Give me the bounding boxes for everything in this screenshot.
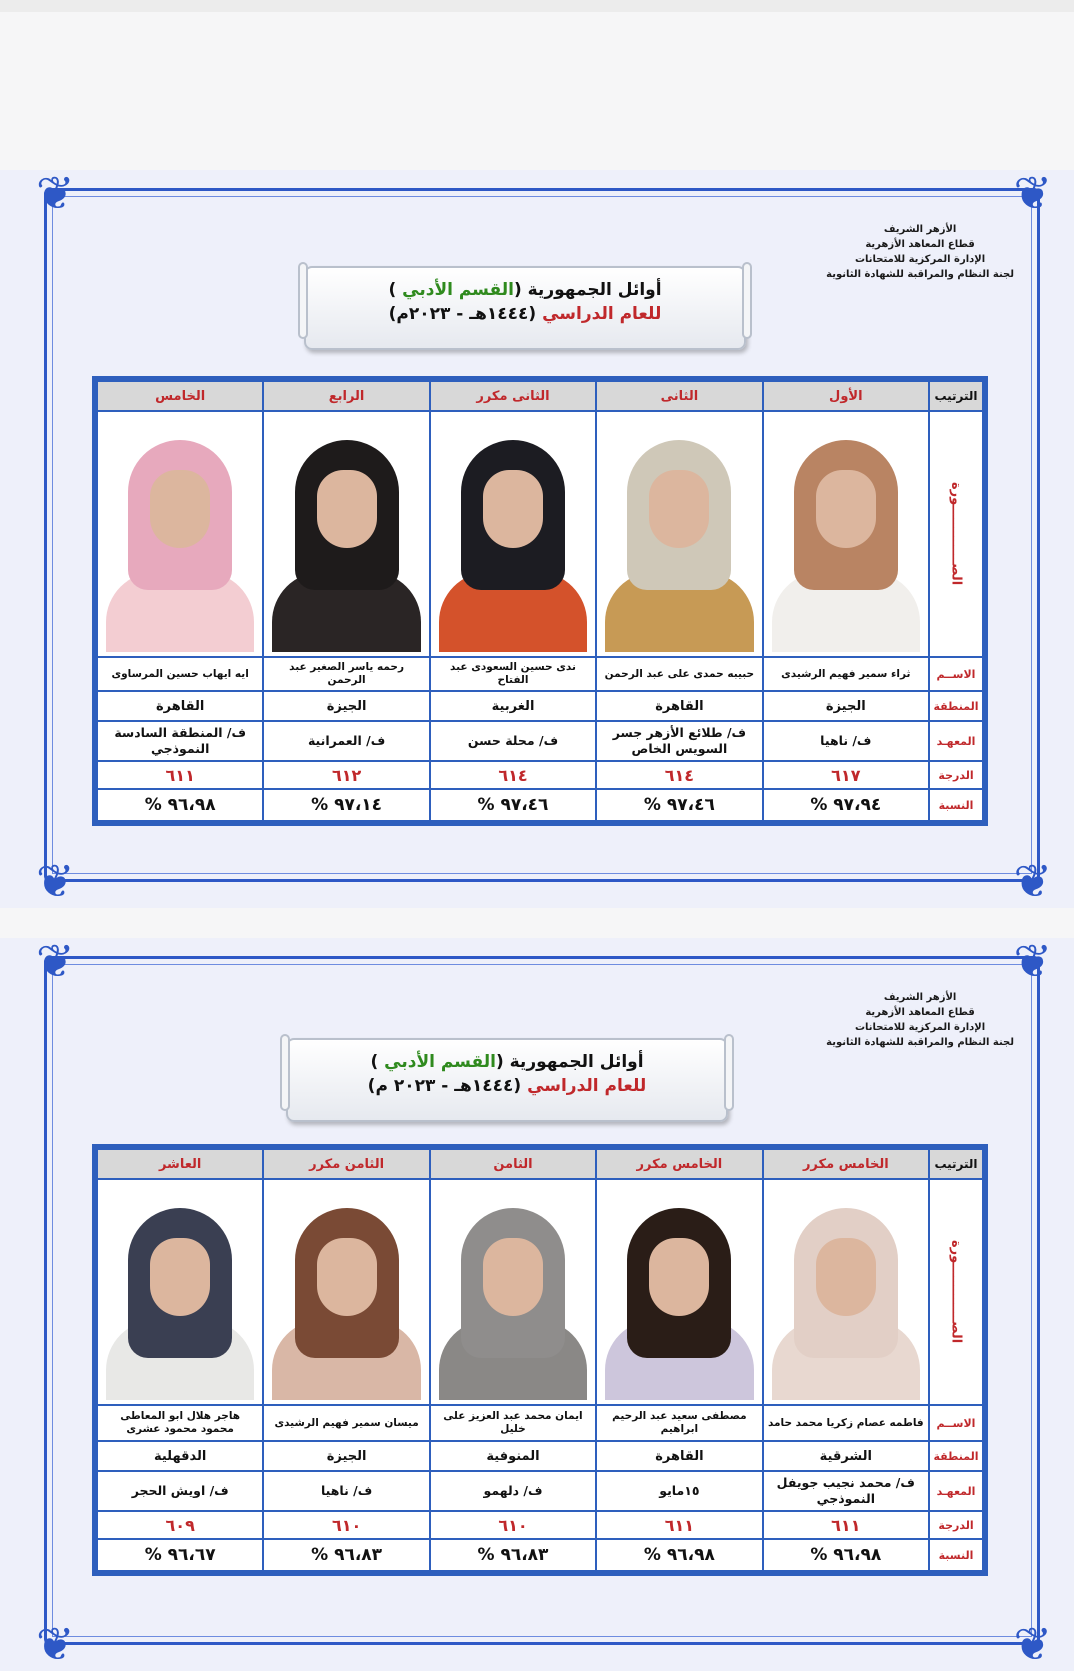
- student-grade: ٦١١: [597, 1512, 761, 1538]
- student-photo: [264, 412, 428, 656]
- student-institute: ف/ طلائع الأزهر جسر السويس الخاص: [597, 722, 761, 760]
- student-grade: ٦١١: [98, 762, 262, 788]
- page-gap: [0, 12, 1074, 170]
- academic-year: [288, 1076, 726, 1096]
- scroll-curl: [742, 262, 752, 339]
- student-name: فاطمه عصام زكريا محمد حامد: [764, 1406, 928, 1440]
- student-name: هاجر هلال ابو المعاطى محمود محمود عشرى: [98, 1406, 262, 1440]
- academic-year: [306, 304, 744, 324]
- student-institute: ف/ ناهيا: [264, 1472, 428, 1510]
- rank-cell: الخامس مكرر: [597, 1150, 761, 1178]
- portrait-face: [317, 1238, 377, 1316]
- rank-cell: الثامن: [431, 1150, 595, 1178]
- percent-label: النسبة: [930, 1540, 982, 1570]
- student-region: القاهرة: [597, 692, 761, 720]
- student-region: الغربية: [431, 692, 595, 720]
- corner-ornament-icon: ❦: [1013, 1617, 1052, 1671]
- title-prefix: أوائل الجمهورية (: [495, 1052, 644, 1072]
- grade-label: الدرجة: [930, 1512, 982, 1538]
- student-photo: [764, 412, 928, 656]
- student-percent: % ٩٧،٩٤: [764, 790, 928, 820]
- year-label: للعام الدراسي: [542, 304, 662, 324]
- student-institute: ف/ المنطقة السادسة النموذجي: [98, 722, 262, 760]
- portrait-face: [649, 1238, 709, 1316]
- portrait-face: [483, 470, 543, 548]
- rank-cell: العاشر: [98, 1150, 262, 1178]
- institute-label: المعهـد: [930, 1472, 982, 1510]
- rank-label: الترتيب: [930, 382, 982, 410]
- student-percent: % ٩٦،٩٨: [98, 790, 262, 820]
- institute-label: المعهـد: [930, 722, 982, 760]
- student-photo: [264, 1180, 428, 1404]
- rank-cell: الخامس مكرر: [764, 1150, 928, 1178]
- student-grade: ٦١٠: [264, 1512, 428, 1538]
- student-percent: % ٩٦،٦٧: [98, 1540, 262, 1570]
- percent-row: [97, 789, 983, 821]
- student-region: المنوفية: [431, 1442, 595, 1470]
- rank-row: [97, 381, 983, 411]
- student-name: ميسان سمير فهيم الرشيدى: [264, 1406, 428, 1440]
- org-line: لجنة النظام والمراقبة للشهادة الثانوية: [826, 269, 1014, 280]
- student-percent: % ٩٦،٨٣: [431, 1540, 595, 1570]
- student-name: حبيبه حمدى على عبد الرحمن: [597, 658, 761, 690]
- student-region: القاهرة: [597, 1442, 761, 1470]
- student-region: الجيزة: [264, 1442, 428, 1470]
- page-title: [288, 1052, 726, 1072]
- results-table: [92, 1144, 988, 1576]
- year-label: للعام الدراسي: [527, 1076, 647, 1096]
- student-percent: % ٩٧،٤٦: [597, 790, 761, 820]
- rank-row: [97, 1149, 983, 1179]
- student-institute: ف/ ناهيا: [764, 722, 928, 760]
- title-prefix: أوائل الجمهورية (: [513, 280, 662, 300]
- student-name: رحمه ياسر الصغير عبد الرحمن: [264, 658, 428, 690]
- student-grade: ٦٠٩: [98, 1512, 262, 1538]
- student-photo: [431, 1180, 595, 1404]
- student-region: الجيزة: [264, 692, 428, 720]
- year-value: (١٤٤٤هـ - ٢٠٢٣م): [388, 304, 537, 324]
- org-line: قطاع المعاهد الأزهرية: [865, 239, 975, 250]
- org-line: قطاع المعاهد الأزهرية: [865, 1007, 975, 1018]
- browser-top-bar: [0, 0, 1074, 12]
- student-grade: ٦١٧: [764, 762, 928, 788]
- student-photo: [597, 1180, 761, 1404]
- student-name: ثراء سمير فهيم الرشيدى: [764, 658, 928, 690]
- student-percent: % ٩٦،٩٨: [764, 1540, 928, 1570]
- student-percent: % ٩٧،٤٦: [431, 790, 595, 820]
- student-name: مصطفى سعيد عبد الرحيم ابراهيم: [597, 1406, 761, 1440]
- portrait-face: [317, 470, 377, 548]
- student-name: ندى حسين السعودى عبد الفتاح: [431, 658, 595, 690]
- rank-cell: الثانى مكرر: [431, 382, 595, 410]
- institute-row: [97, 1471, 983, 1511]
- photo-label-cell: [930, 412, 982, 656]
- title-suffix: ): [388, 280, 403, 300]
- student-institute: ١٥مايو: [597, 1472, 761, 1510]
- org-line: الإدارة المركزية للامتحانات: [854, 254, 986, 265]
- photo-label: الصـــــــــــــورة: [948, 1240, 964, 1344]
- org-line: الأزهر الشريف: [883, 992, 957, 1003]
- photo-label: الصـــــــــــــورة: [948, 482, 964, 586]
- photo-label-cell: [930, 1180, 982, 1404]
- grade-label: الدرجة: [930, 762, 982, 788]
- slide-2: [0, 938, 1074, 1671]
- rank-cell: الرابع: [264, 382, 428, 410]
- title-scroll: [304, 266, 746, 350]
- name-row: [97, 1405, 983, 1441]
- percent-row: [97, 1539, 983, 1571]
- name-row: [97, 657, 983, 691]
- org-line: لجنة النظام والمراقبة للشهادة الثانوية: [826, 1037, 1014, 1048]
- grade-row: [97, 761, 983, 789]
- student-institute: ف/ دلهمو: [431, 1472, 595, 1510]
- page-title: [306, 280, 744, 300]
- title-section: القسم الأدبي: [384, 1052, 496, 1072]
- region-row: [97, 691, 983, 721]
- title-scroll: [286, 1038, 728, 1122]
- organization-header: [826, 222, 1014, 282]
- student-grade: ٦١٤: [597, 762, 761, 788]
- portrait-face: [816, 470, 876, 548]
- name-label: الاســم: [930, 658, 982, 690]
- student-region: الدقهلية: [98, 1442, 262, 1470]
- student-percent: % ٩٦،٩٨: [597, 1540, 761, 1570]
- results-table: [92, 376, 988, 826]
- student-institute: ف/ محلة حسن: [431, 722, 595, 760]
- student-percent: % ٩٧،١٤: [264, 790, 428, 820]
- corner-ornament-icon: ❦: [1013, 854, 1052, 908]
- scroll-curl: [280, 1034, 290, 1111]
- rank-cell: الثانى: [597, 382, 761, 410]
- rank-cell: الخامس: [98, 382, 262, 410]
- year-value: (١٤٤٤هـ - ٢٠٢٣ م): [367, 1076, 522, 1096]
- student-name: ايه ايهاب حسين المرساوى: [98, 658, 262, 690]
- title-suffix: ): [370, 1052, 385, 1072]
- organization-header: [826, 990, 1014, 1050]
- portrait-face: [816, 1238, 876, 1316]
- region-label: المنطقة: [930, 692, 982, 720]
- slide-1: [0, 170, 1074, 908]
- org-line: الإدارة المركزية للامتحانات: [854, 1022, 986, 1033]
- student-institute: ف/ العمرانية: [264, 722, 428, 760]
- region-row: [97, 1441, 983, 1471]
- grade-row: [97, 1511, 983, 1539]
- student-photo: [98, 412, 262, 656]
- student-region: الشرقية: [764, 1442, 928, 1470]
- student-grade: ٦١١: [764, 1512, 928, 1538]
- portrait-face: [150, 1238, 210, 1316]
- student-percent: % ٩٦،٨٣: [264, 1540, 428, 1570]
- rank-cell: الأول: [764, 382, 928, 410]
- photo-row: [97, 411, 983, 657]
- corner-ornament-icon: ❦: [36, 170, 75, 220]
- student-institute: ف/ اويش الحجر: [98, 1472, 262, 1510]
- corner-ornament-icon: ❦: [1013, 938, 1052, 988]
- student-grade: ٦١٤: [431, 762, 595, 788]
- institute-row: [97, 721, 983, 761]
- name-label: الاســم: [930, 1406, 982, 1440]
- percent-label: النسبة: [930, 790, 982, 820]
- corner-ornament-icon: ❦: [36, 938, 75, 988]
- title-section: القسم الأدبي: [402, 280, 514, 300]
- student-name: ايمان محمد عبد العزيز على خليل: [431, 1406, 595, 1440]
- portrait-face: [483, 1238, 543, 1316]
- scroll-curl: [724, 1034, 734, 1111]
- student-region: الجيزة: [764, 692, 928, 720]
- photo-row: [97, 1179, 983, 1405]
- corner-ornament-icon: ❦: [36, 854, 75, 908]
- portrait-face: [150, 470, 210, 548]
- student-photo: [98, 1180, 262, 1404]
- portrait-face: [649, 470, 709, 548]
- student-institute: ف/ محمد نجيب جويفل النموذجي: [764, 1472, 928, 1510]
- student-photo: [431, 412, 595, 656]
- region-label: المنطقة: [930, 1442, 982, 1470]
- corner-ornament-icon: ❦: [1013, 170, 1052, 220]
- org-line: الأزهر الشريف: [883, 224, 957, 235]
- student-region: القاهرة: [98, 692, 262, 720]
- page-gap: [0, 908, 1074, 938]
- rank-label: الترتيب: [930, 1150, 982, 1178]
- student-photo: [597, 412, 761, 656]
- student-grade: ٦١٢: [264, 762, 428, 788]
- rank-cell: الثامن مكرر: [264, 1150, 428, 1178]
- corner-ornament-icon: ❦: [36, 1617, 75, 1671]
- student-grade: ٦١٠: [431, 1512, 595, 1538]
- scroll-curl: [298, 262, 308, 339]
- student-photo: [764, 1180, 928, 1404]
